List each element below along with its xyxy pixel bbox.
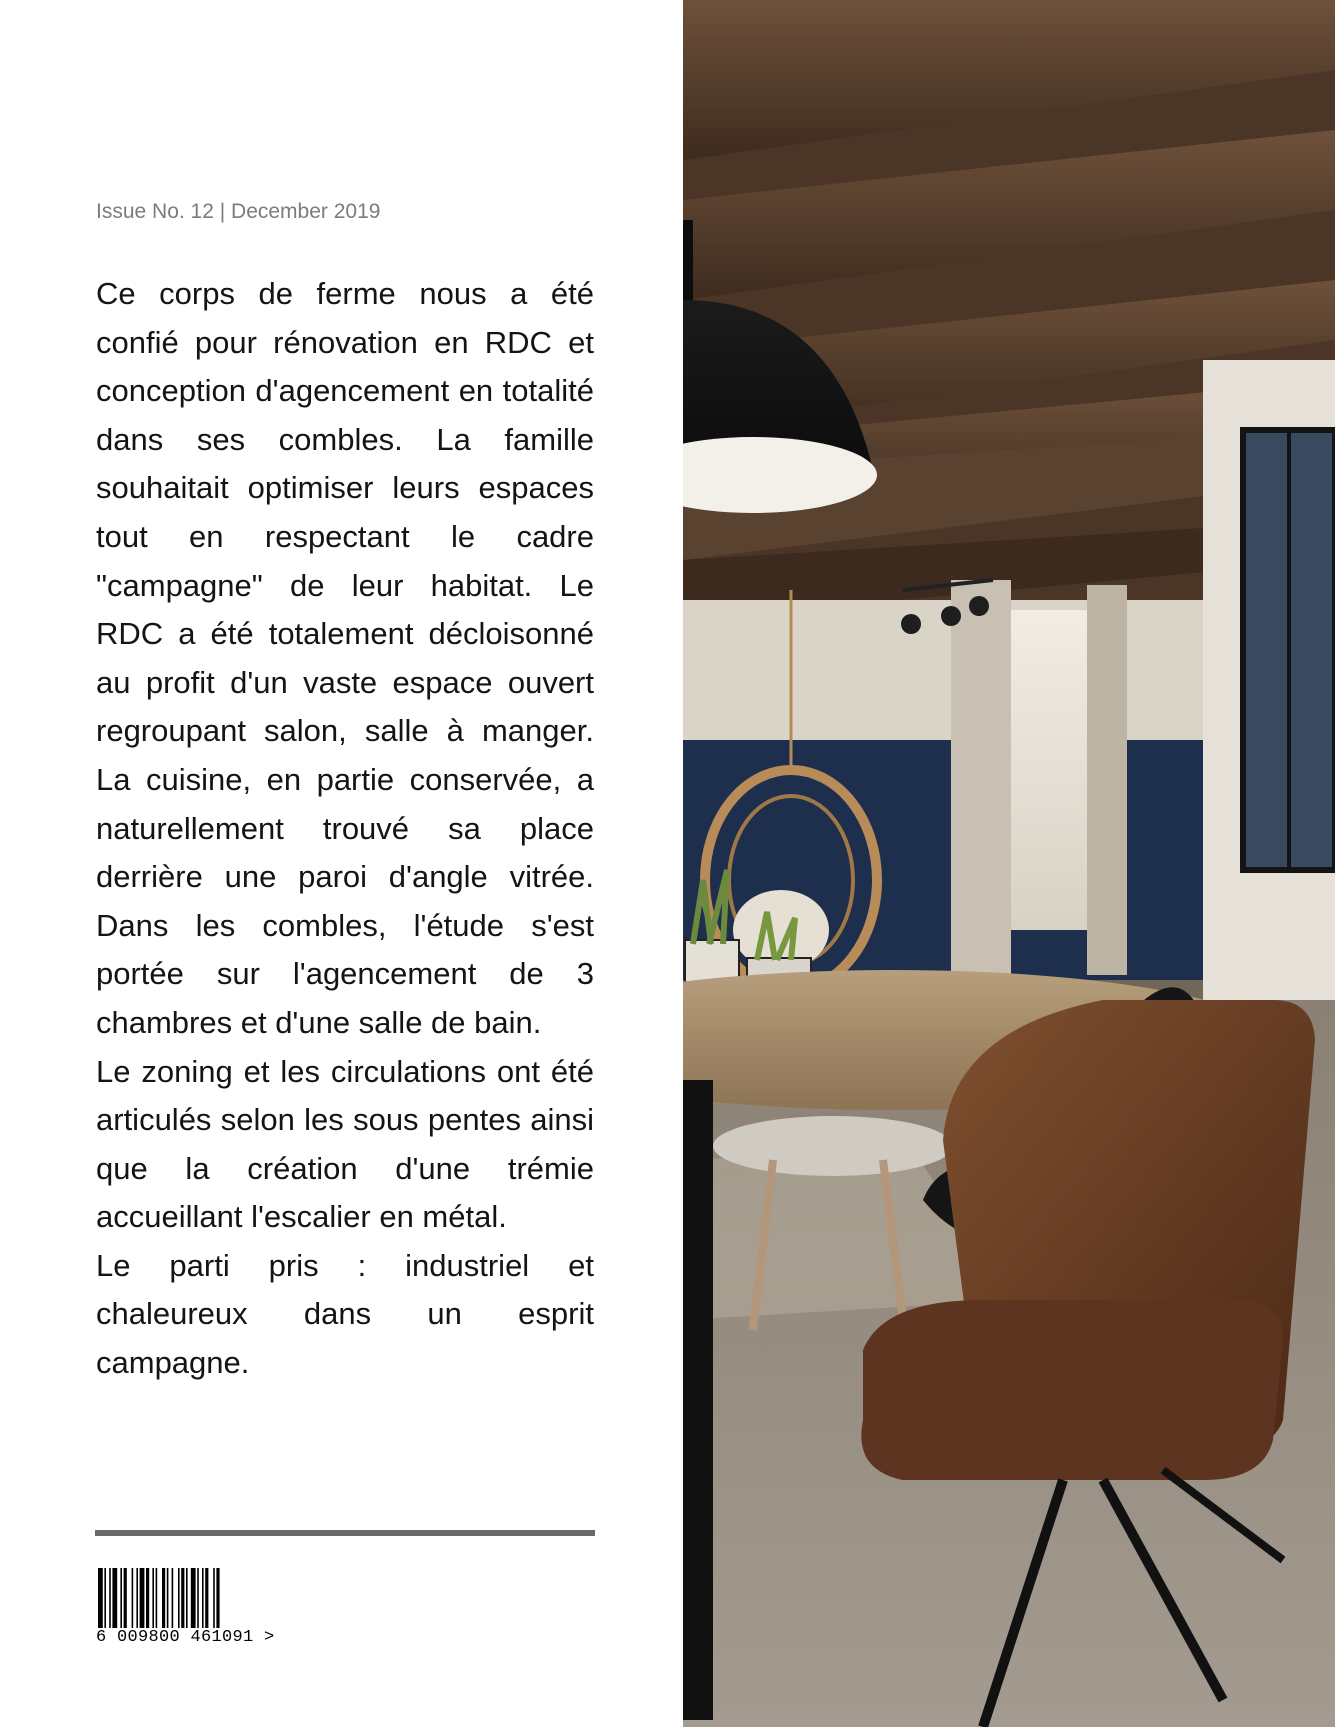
barcode-bar <box>202 1568 204 1632</box>
dining-room-illustration <box>683 0 1335 1727</box>
barcode-bar <box>213 1568 215 1632</box>
barcode-bar <box>178 1568 180 1632</box>
barcode-bar <box>124 1568 127 1632</box>
barcode-bar <box>120 1568 122 1632</box>
article-paragraph-1: Ce corps de ferme nous a été confié pour rénovation en RDC et conception d'agencement en totalité dans ses combles. La famille souhaitait optimiser leurs espaces tout en respectant le cadre "campagne" de leur habitat. Le RDC a été totalement décloisonné au profit d'un vaste espace ouvert regroupant salon, salle à manger. La cuisine, en partie conservée, a naturellement trouvé sa place derrière une paroi d'angle vitrée. Dans les combles, l'étude s'est portée sur l'agencement de 3 chambres et d'une salle de bain. <box>96 276 594 1040</box>
curtain-left <box>951 580 1011 980</box>
barcode-bar <box>205 1568 208 1632</box>
interior-photo <box>683 0 1335 1727</box>
barcode-bar <box>197 1568 199 1632</box>
barcode-bar <box>191 1568 196 1632</box>
barcode-bar <box>172 1568 174 1632</box>
barcode-bar <box>140 1568 145 1632</box>
barcode-bar <box>136 1568 138 1632</box>
article-paragraph-3: Le parti pris : industriel et chaleureux dans un esprit campagne. <box>96 1247 594 1381</box>
article-body <box>96 270 594 1388</box>
barcode-bar <box>156 1568 158 1632</box>
table-pedestal <box>683 1080 713 1720</box>
barcode-bar <box>167 1568 169 1632</box>
article-paragraph-2: Le zoning et les circulations ont été articulés selon les sous pentes ainsi que la création d'une trémie accueillant l'escalier en métal. <box>96 1053 594 1235</box>
barcode-bar <box>162 1568 165 1632</box>
barcode-bar <box>186 1568 188 1632</box>
curtain-right <box>1087 585 1127 975</box>
barcode-bar <box>181 1568 184 1632</box>
barcode-bar <box>146 1568 149 1632</box>
barcode-bar <box>152 1568 154 1632</box>
barcode-number: 6 009800 461091 > <box>96 1628 275 1647</box>
barcode-bar <box>109 1568 111 1632</box>
barcode-bar <box>132 1568 134 1632</box>
divider-rule <box>95 1530 595 1536</box>
issue-line: Issue No. 12 | December 2019 <box>96 200 381 223</box>
barcode-bar <box>112 1568 117 1632</box>
white-chair-seat <box>713 1116 953 1176</box>
